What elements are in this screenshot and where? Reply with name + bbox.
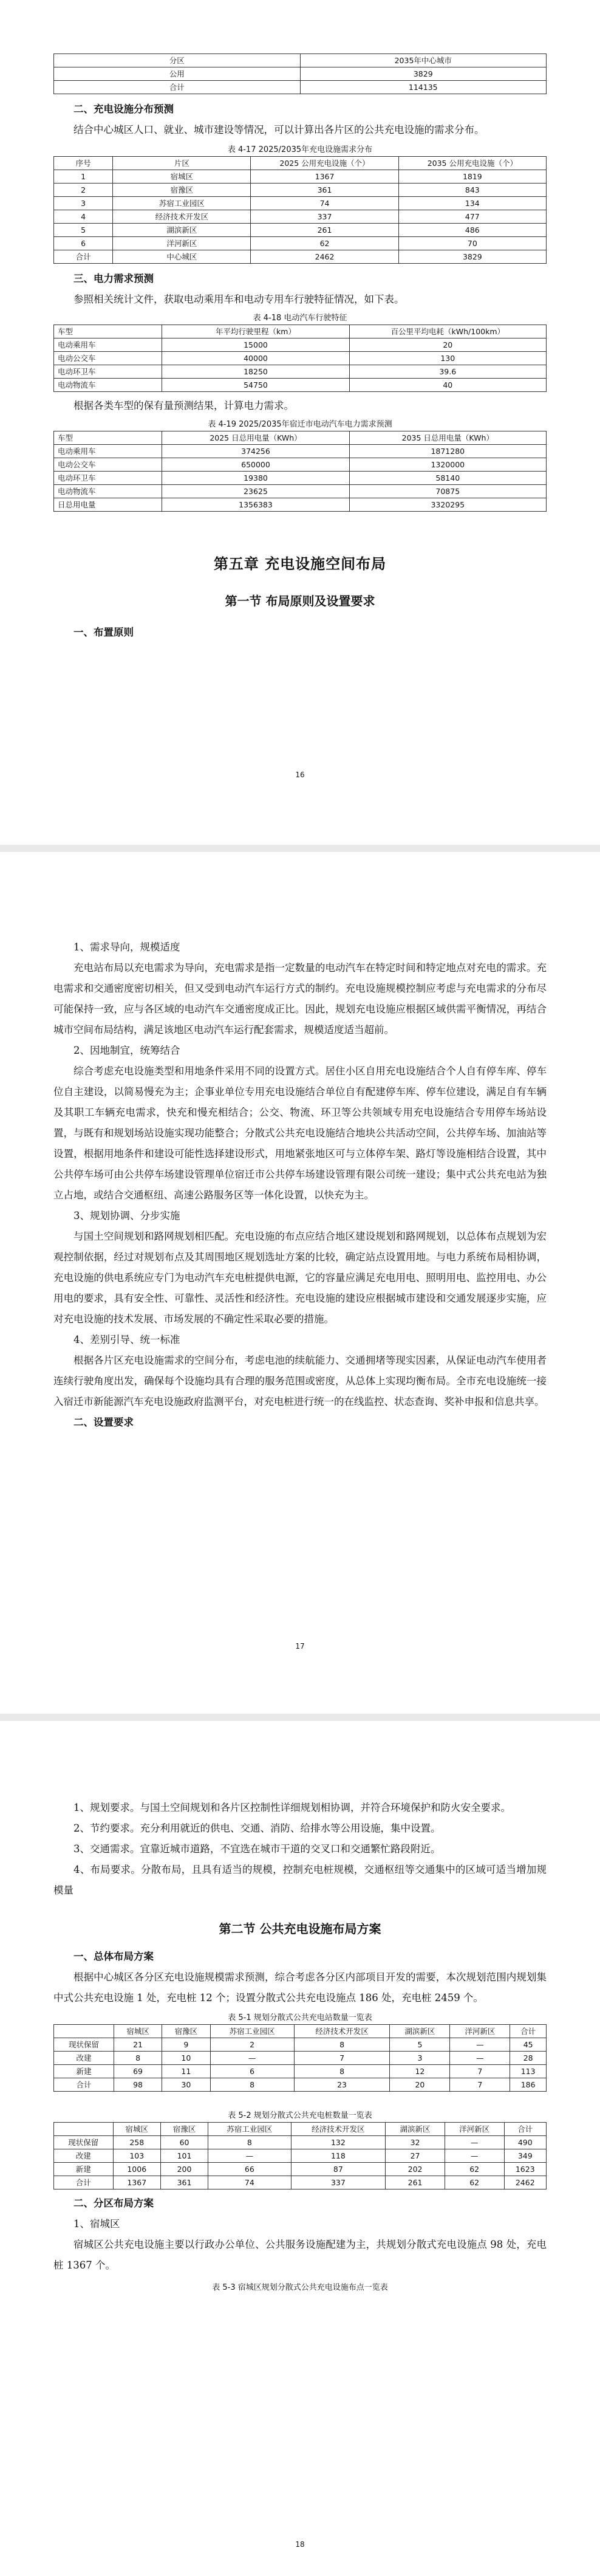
- table-header-cell: 年平均行驶里程（km）: [162, 325, 349, 338]
- table-cell: 202: [386, 2163, 445, 2176]
- table-cell: 12: [390, 2065, 450, 2078]
- table-cell: 日总用电量: [54, 498, 162, 512]
- table-cell: 7: [294, 2052, 390, 2065]
- table-cell: —: [450, 2052, 510, 2065]
- table-row: [54, 170, 547, 184]
- table-cell: 1367: [251, 170, 398, 184]
- table-header-cell: 洋河新区: [445, 2123, 504, 2136]
- table-cell: 490: [504, 2136, 547, 2149]
- table-cell: 45: [510, 2038, 547, 2052]
- table-4-17: [53, 156, 547, 264]
- table-cell: 6: [210, 2065, 294, 2078]
- page-number: 16: [295, 771, 305, 779]
- paragraph: 4、布局要求。分散布局，且具有适当的规模，控制充电桩规模，交通枢纽等交通集中的区域可适当增加规模量: [53, 1864, 547, 1896]
- table-row: [54, 81, 547, 94]
- table-header-cell: 车型: [54, 325, 162, 338]
- table-cell: 电动物流车: [54, 379, 162, 392]
- table-4-18: [53, 325, 547, 392]
- table-row: [54, 250, 547, 264]
- paragraph-sucheng: 宿城区公共充电设施主要以行政办公单位、公共服务设施配建为主，共规划分散式充电设施点 98 处，充电桩 1367 个。: [53, 2239, 547, 2271]
- table-cell: 30: [162, 2078, 210, 2092]
- table-caption-5-3: 表 5-3 宿城区规划分散式公共充电设施布点一览表: [212, 2283, 388, 2292]
- table-header-cell: 湖滨新区: [386, 2123, 445, 2136]
- table-cell: 2462: [251, 250, 398, 264]
- table-row: [54, 2136, 547, 2149]
- table-header-row: [54, 157, 547, 170]
- table-cell: 现状保留: [54, 2038, 114, 2052]
- table-cell: 69: [114, 2065, 162, 2078]
- table-header-cell: 宿豫区: [160, 2123, 208, 2136]
- table-cell: 1356383: [162, 498, 349, 512]
- table-4-19: [53, 431, 547, 512]
- table-cell: 101: [160, 2149, 208, 2163]
- table-cell: 宿豫区: [113, 184, 251, 197]
- table-cell: 宿城区: [113, 170, 251, 184]
- table-cell: 130: [349, 352, 546, 365]
- table-cell: 54750: [162, 379, 349, 392]
- table-cell: 9: [162, 2038, 210, 2052]
- table-cell: 5: [390, 2038, 450, 2052]
- table-header-cell: 苏宿工业园区: [208, 2123, 291, 2136]
- table-cell: 电动环卫车: [54, 365, 162, 379]
- table-cell: 电动环卫车: [54, 472, 162, 485]
- table-cell: 27: [386, 2149, 445, 2163]
- table-row: [54, 472, 547, 485]
- table-cell: 2: [210, 2038, 294, 2052]
- table-cell: 3: [390, 2052, 450, 2065]
- table-cell: 32: [386, 2136, 445, 2149]
- table-header-cell: 经济技术开发区: [291, 2123, 386, 2136]
- section-title-2: 第二节 公共充电设施布局方案: [219, 1922, 381, 1936]
- table-header-cell: [54, 2025, 114, 2038]
- table-cell: 1006: [113, 2163, 160, 2176]
- subheading-sucheng: 1、宿城区: [73, 2218, 120, 2230]
- table-row: [54, 338, 547, 352]
- table-cell: 650000: [162, 458, 349, 472]
- table-header-cell: 2025 公用充电设施（个）: [251, 157, 398, 170]
- table-cell: 经济技术开发区: [113, 210, 251, 224]
- table-cell: 113: [510, 2065, 547, 2078]
- table-cell: 337: [291, 2176, 386, 2190]
- table-header-cell: 合计: [510, 2025, 547, 2038]
- table-cell: 6: [54, 237, 113, 250]
- table-cell: 新建: [54, 2065, 114, 2078]
- table-cell: 7: [450, 2065, 510, 2078]
- table-cell: 258: [113, 2136, 160, 2149]
- table-header-cell: 苏宿工业园区: [210, 2025, 294, 2038]
- paragraph: 1、规划要求。与国土空间规划和各片区控制性详细规划相协调，并符合环境保护和防火安全要求。: [73, 1802, 511, 1813]
- table-cell: 843: [398, 184, 546, 197]
- table-cell: 132: [291, 2136, 386, 2149]
- paragraph-distribution: 结合中心城区人口、就业、城市建设等情况，可以计算出各片区的公共充电设施的需求分布。: [73, 124, 485, 136]
- table-cell: 20: [390, 2078, 450, 2092]
- table-row: [54, 184, 547, 197]
- table-header-row: [54, 54, 547, 67]
- table-cell: 1367: [113, 2176, 160, 2190]
- table-cell: 现状保留: [54, 2136, 114, 2149]
- table-cell: 23: [294, 2078, 390, 2092]
- table-cell: 公用: [54, 67, 301, 81]
- table-cell: 1623: [504, 2163, 547, 2176]
- table-row: [54, 2078, 547, 2092]
- table-cell: 11: [162, 2065, 210, 2078]
- table-cell: 261: [251, 224, 398, 237]
- table-header-cell: 合计: [504, 2123, 547, 2136]
- table-header-cell: 2035 日总用电量（KWh）: [349, 431, 546, 445]
- table-cell: 1: [54, 170, 113, 184]
- paragraph: 根据各片区充电设施需求的空间分布，考虑电池的续航能力、交通拥堵等现实因素，从保证电动汽车使用者连续行驶角度出发，确保每个设施均具有合理的服务范围或密度，从总体上实现均衡布局。全市充电设施统一接入宿迁市新能源汽车充电设施政府监测平台，对充电桩进行统一的在线监控、状态查询、奖补申报和信息共享。: [53, 1355, 547, 1407]
- table-cell: 70: [398, 237, 546, 250]
- table-header-cell: 2035 公用充电设施（个）: [398, 157, 546, 170]
- paragraph: 2、因地制宜，统筹结合: [73, 1045, 180, 1056]
- table-cell: 62: [445, 2163, 504, 2176]
- table-cell: 337: [251, 210, 398, 224]
- table-cell: 349: [504, 2149, 547, 2163]
- table-row: [54, 224, 547, 237]
- table-row: [54, 498, 547, 512]
- table-cell: 8: [294, 2065, 390, 2078]
- table-cell: 261: [386, 2176, 445, 2190]
- table-cell: 10: [162, 2052, 210, 2065]
- table-cell: 3: [54, 197, 113, 210]
- table-row: [54, 2176, 547, 2190]
- table-header-cell: 经济技术开发区: [294, 2025, 390, 2038]
- table-cell: 8: [114, 2052, 162, 2065]
- table-header-row: [54, 325, 547, 338]
- table-header-row: [54, 431, 547, 445]
- paragraph: 3、交通需求。宜靠近城市道路，不宜选在城市干道的交叉口和交通繁忙路段附近。: [73, 1843, 441, 1855]
- table-cell: 新建: [54, 2163, 114, 2176]
- paragraph: 3、规划协调、分步实施: [73, 1210, 180, 1221]
- chapter-title: 第五章 充电设施空间布局: [213, 555, 387, 572]
- table-header-cell: 宿豫区: [162, 2025, 210, 2038]
- table-5-1: [53, 2024, 547, 2092]
- table-caption-5-1: 表 5-1 规划分散式公共充电站数量一览表: [228, 2013, 372, 2022]
- table-header-cell: 分区: [54, 54, 301, 67]
- table-caption-4-19: 表 4-19 2025/2035年宿迁市电动汽车电力需求预测: [208, 420, 392, 429]
- section-title-1: 第一节 布局原则及设置要求: [225, 594, 375, 608]
- table-cell: 7: [450, 2078, 510, 2092]
- table-cell: 苏宿工业园区: [113, 197, 251, 210]
- page-number: 18: [295, 2540, 305, 2549]
- table-cell: 486: [398, 224, 546, 237]
- table-cell: 电动乘用车: [54, 445, 162, 458]
- table-header-cell: 洋河新区: [450, 2025, 510, 2038]
- table-row: [54, 2038, 547, 2052]
- table-cell: 70875: [349, 485, 546, 498]
- table-cell: —: [450, 2038, 510, 2052]
- table-cell: 200: [160, 2163, 208, 2176]
- table-row: [54, 365, 547, 379]
- table-cell: 98: [114, 2078, 162, 2092]
- paragraph-power-demand: 参照相关统计文件，获取电动乘用车和电动专用车行驶特征情况，如下表。: [73, 294, 404, 305]
- table-cell: 3829: [398, 250, 546, 264]
- table-cell: 合计: [54, 2176, 114, 2190]
- table-cell: 电动物流车: [54, 485, 162, 498]
- table-cell: 66: [208, 2163, 291, 2176]
- table-header-cell: 宿城区: [114, 2025, 162, 2038]
- table-cell: 洋河新区: [113, 237, 251, 250]
- table-cell: 361: [160, 2176, 208, 2190]
- table-cell: 60: [160, 2136, 208, 2149]
- table-row: [54, 67, 547, 81]
- table-cell: 186: [510, 2078, 547, 2092]
- table-cell: 114135: [300, 81, 547, 94]
- table-row: [54, 2163, 547, 2176]
- paragraph: 综合考虑充电设施类型和用地条件采用不同的设置方式。居住小区自用充电设施结合个人自有停车库、停车位自主建设，以简易慢充为主；企事业单位专用充电设施结合单位自有配建停车库、停车位建设，满足自有车辆及其职工车辆充电需求，快充和慢充相结合；公交、物流、环卫等公共领域专用充电设施结合专用停车场站设置，与既有和规划场站设施实现功能整合；分散式公共充电设施结合地块公共活动空间，公共停车场、加油站等设置，根据用地条件和建设可能性选择建设形式，用地紧张地区可与立体停车架、路灯等设施相结合设置，其中公共停车场可由公共停车场建设管理单位宿迁市公共停车场建设管理有限公司统一建设；集中式公共充电站为独立占地，或结合交通枢纽、高速公路服务区等一体化设置，以快充为主。: [53, 1065, 547, 1201]
- table-cell: 103: [113, 2149, 160, 2163]
- table-cell: 4: [54, 210, 113, 224]
- table-cell: 合计: [54, 250, 113, 264]
- table-row: [54, 210, 547, 224]
- table-cell: 62: [445, 2176, 504, 2190]
- table-cell: 3320295: [349, 498, 546, 512]
- table-header-row: [54, 2025, 547, 2038]
- table-cell: 1871280: [349, 445, 546, 458]
- table-cell: 28: [510, 2052, 547, 2065]
- table-row: [54, 445, 547, 458]
- paragraph-overall-plan: 根据中心城区各分区充电设施规模需求预测，综合考虑各分区内部项目开发的需要，本次规划范围内规划集中式公共充电设施 1 处，充电桩 12 个；设置分散式公共充电设施点 186 处，充电桩 2459 个。: [53, 1971, 547, 2004]
- table-cell: 电动公交车: [54, 352, 162, 365]
- table-cell: —: [445, 2136, 504, 2149]
- table-cell: 5: [54, 224, 113, 237]
- heading-principles: 一、布置原则: [73, 627, 134, 638]
- table-header-cell: 百公里平均电耗（kWh/100km）: [349, 325, 546, 338]
- table-cell: 合计: [54, 81, 301, 94]
- table-cell: 8: [210, 2078, 294, 2092]
- table-cell: 58140: [349, 472, 546, 485]
- table-cell: 1320000: [349, 458, 546, 472]
- table-header-row: [54, 2123, 547, 2136]
- paragraph: 4、差别引导、统一标准: [73, 1334, 180, 1345]
- document-page-2: [0, 852, 600, 1714]
- paragraph: 2、节约要求。充分利用就近的供电、交通、消防、给排水等公用设施，集中设置。: [73, 1822, 441, 1834]
- table-cell: 39.6: [349, 365, 546, 379]
- table-header-cell: 序号: [54, 157, 113, 170]
- table-cell: 8: [294, 2038, 390, 2052]
- table-cell: 2462: [504, 2176, 547, 2190]
- table-row: [54, 458, 547, 472]
- table-cell: —: [208, 2149, 291, 2163]
- table-row: [54, 485, 547, 498]
- table-row: [54, 2149, 547, 2163]
- paragraph: 充电站布局以充电需求为导向，充电需求是指一定数量的电动汽车在特定时间和特定地点对充电的需求。充电需求和交通密度密切相关，但又受到电动汽车运行方式的制约。充电设施规模控制应考虑与充电需求的分布尽可能保持一致，应与各区域的电动汽车交通密度成正比。因此，规划充电设施应根据区域供需平衡情况，再结合城市空间布局结构，满足该地区电动汽车运行配套需求，规模适度适当超前。: [53, 962, 547, 1036]
- table-cell: 电动乘用车: [54, 338, 162, 352]
- table-header-cell: 2025 日总用电量（KWh）: [162, 431, 349, 445]
- table-cell: 40: [349, 379, 546, 392]
- table-cell: 8: [208, 2136, 291, 2149]
- heading-power-demand: 三、电力需求预测: [73, 273, 154, 284]
- table-row: [54, 352, 547, 365]
- table-cell: 74: [208, 2176, 291, 2190]
- table-cell: 118: [291, 2149, 386, 2163]
- table-cell: 中心城区: [113, 250, 251, 264]
- table-row: [54, 197, 547, 210]
- table-cell: 改建: [54, 2149, 114, 2163]
- table-header-cell: [54, 2123, 114, 2136]
- table-cell: —: [445, 2149, 504, 2163]
- table-cell: 87: [291, 2163, 386, 2176]
- table-cell: 3829: [300, 67, 547, 81]
- table-cell: 19380: [162, 472, 349, 485]
- table-cell: 2: [54, 184, 113, 197]
- paragraph-forecast: 根据各类车型的保有量预测结果，计算电力需求。: [73, 400, 294, 411]
- heading-overall-plan: 一、总体布局方案: [73, 1951, 154, 1962]
- heading-requirements: 二、设置要求: [73, 1417, 134, 1428]
- table-header-cell: 宿城区: [113, 2123, 160, 2136]
- table-header-cell: 湖滨新区: [390, 2025, 450, 2038]
- table-cell: 40000: [162, 352, 349, 365]
- heading-district-plan: 二、分区布局方案: [73, 2197, 154, 2209]
- table-cell: 湖滨新区: [113, 224, 251, 237]
- table-cell: 361: [251, 184, 398, 197]
- document-page-1: [0, 0, 600, 845]
- table-caption-4-17: 表 4-17 2025/2035年充电设施需求分布: [227, 145, 373, 154]
- table-cell: 18250: [162, 365, 349, 379]
- table-cell: 电动公交车: [54, 458, 162, 472]
- table-cell: 134: [398, 197, 546, 210]
- table-header-cell: 2035年中心城市: [300, 54, 547, 67]
- table-cell: 20: [349, 338, 546, 352]
- table-cell: 21: [114, 2038, 162, 2052]
- table-cell: 74: [251, 197, 398, 210]
- table-header-cell: 车型: [54, 431, 162, 445]
- table-cell: 374256: [162, 445, 349, 458]
- table-cell: 1819: [398, 170, 546, 184]
- table-caption-4-18: 表 4-18 电动汽车行驶特征: [253, 314, 347, 323]
- table-row: [54, 379, 547, 392]
- table-cell: 23625: [162, 485, 349, 498]
- page-number: 17: [295, 1642, 305, 1650]
- table-cell: —: [210, 2052, 294, 2065]
- table-cell: 477: [398, 210, 546, 224]
- table-row: [54, 2065, 547, 2078]
- table-row: [54, 2052, 547, 2065]
- heading-distribution: 二、充电设施分布预测: [73, 103, 174, 115]
- paragraph: 1、需求导向，规模适度: [73, 941, 180, 953]
- table-header-cell: 片区: [113, 157, 251, 170]
- paragraph: 与国土空间规划和路网规划相匹配。充电设施的布点应结合地区建设规划和路网规划，以总体布点规划为宏观控制依据，经过对规划布点及其周围地区规划选址方案的比较，确定站点设置用地。与电力系统布局相协调，充电设施的供电系统应专门为电动汽车充电桩提供电源，它的容量应满足充电用电、照明用电、监控用电、办公用电的要求，具有安全性、可靠性、灵活性和经济性。充电设施的建设应根据城市建设和交通发展逐步实施，应对充电设施的技术发展、市场发展的不确定性采取必要的措施。: [53, 1231, 547, 1325]
- document-page-3: [0, 1721, 600, 2576]
- table-cell: 15000: [162, 338, 349, 352]
- table-city-summary: [53, 53, 547, 94]
- table-row: [54, 237, 547, 250]
- table-cell: 改建: [54, 2052, 114, 2065]
- table-cell: 62: [251, 237, 398, 250]
- table-5-2: [53, 2122, 547, 2190]
- table-caption-5-2: 表 5-2 规划分散式公共充电桩数量一览表: [228, 2111, 372, 2120]
- table-cell: 合计: [54, 2078, 114, 2092]
